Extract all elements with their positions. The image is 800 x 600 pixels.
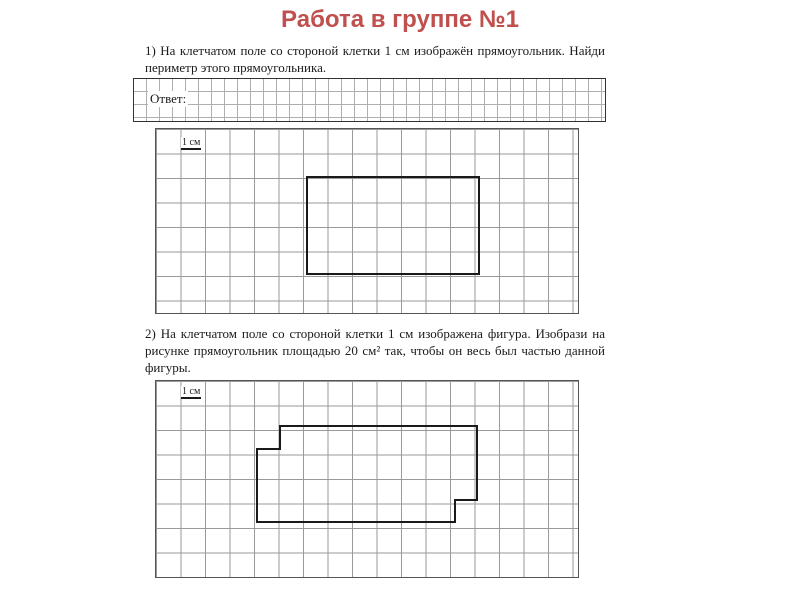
task2-figure xyxy=(257,426,477,522)
task1-rectangle xyxy=(307,177,479,274)
task1-text: 1) На клетчатом поле со стороной клетки 1 см изображён прямоугольник. Найди периметр этого прямоугольника. xyxy=(145,43,605,75)
page-title: Работа в группе №1 xyxy=(281,6,519,33)
task2-unit-label: 1 см xyxy=(182,386,201,397)
task1-unit-label: 1 см xyxy=(182,137,201,148)
answer-label: Ответ: xyxy=(150,91,187,106)
task2-text: 2) На клетчатом поле со стороной клетки 1 см изображена фигура. Изобрази на рисунке прямоугольник площадью 20 см² так, чтобы он весь был частью данной фигуры. xyxy=(145,326,605,375)
